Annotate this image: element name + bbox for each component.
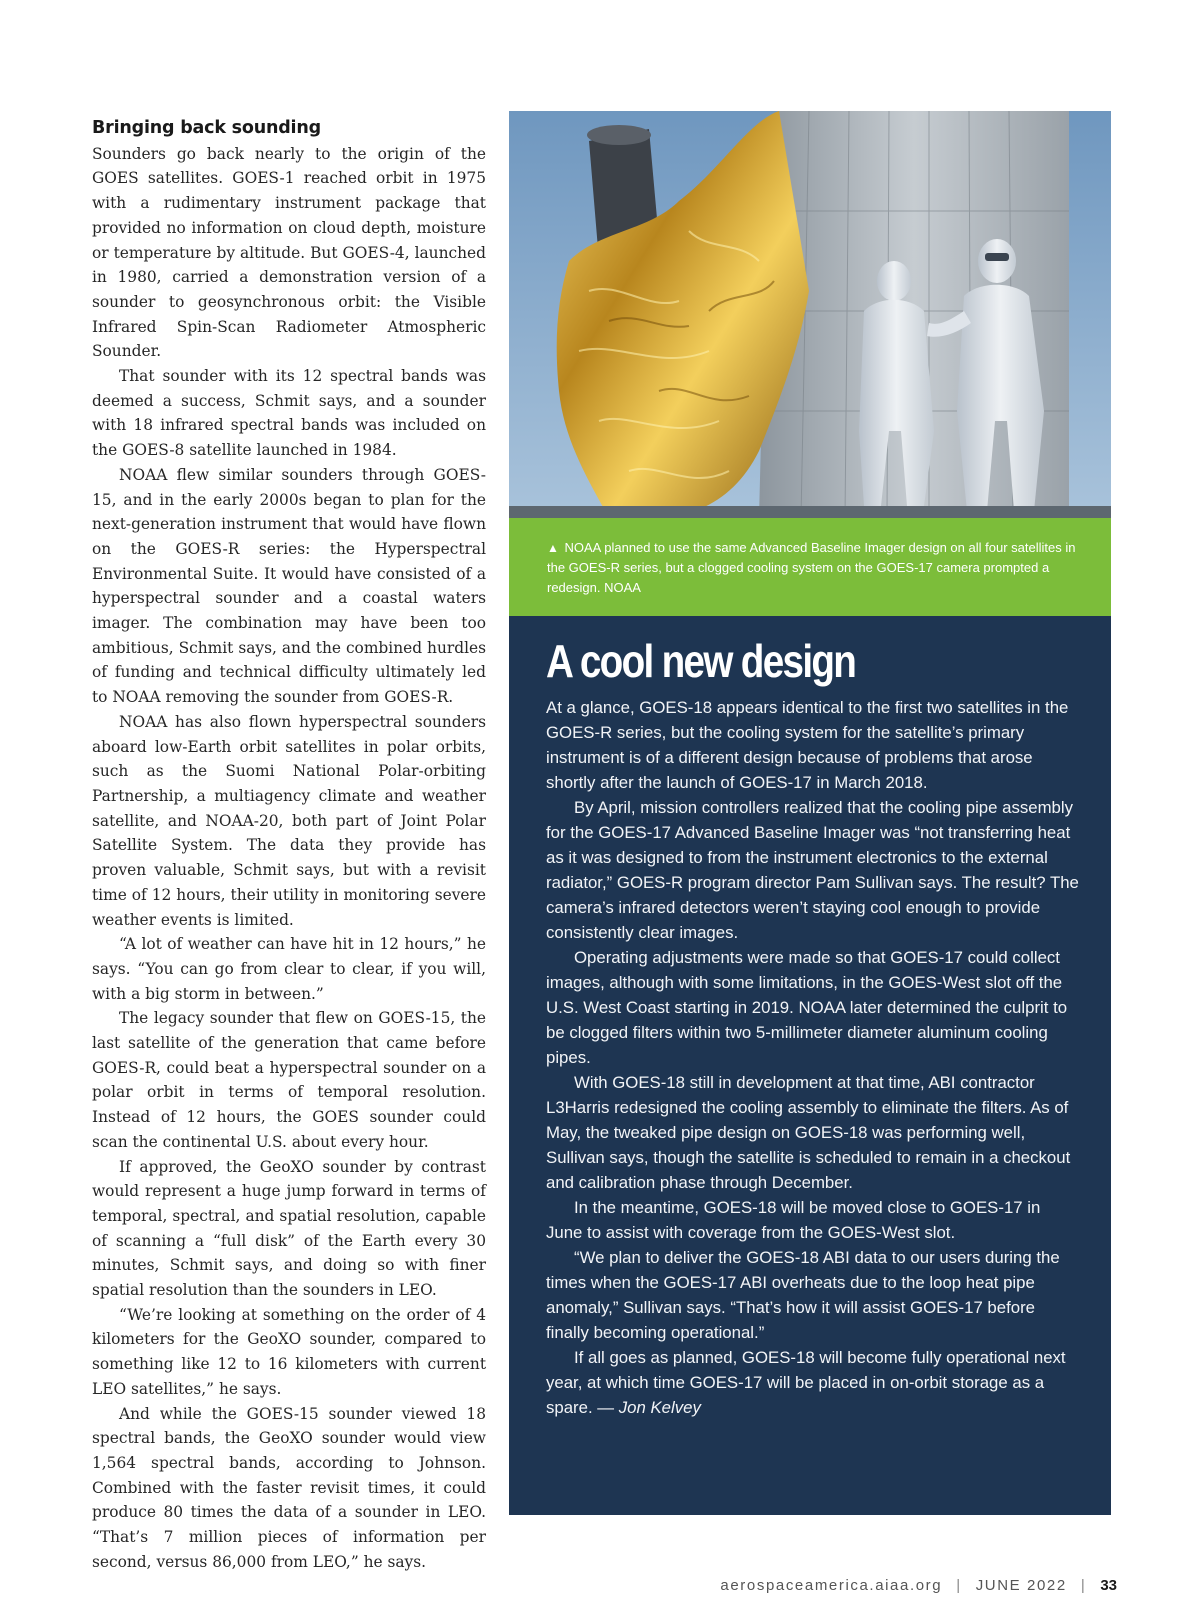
article-paragraph: NOAA flew similar sounders through GOES-15, and in the early 2000s began to plan for the next-generation instrument that would have flown on the GOES-R series: the Hyperspectral Environmental Suite. It would have consisted of a hyperspectral sounder and a coastal waters imager. The combination may have been too ambitious, Schmit says, and the combined hurdles of funding and technical difficulty ultimately led to NOAA removing the sounder from GOES-R.	[92, 465, 486, 707]
sidebar-paragraph-last	[546, 1345, 1081, 1420]
page-footer	[0, 1577, 1117, 1594]
footer-separator: |	[1080, 1577, 1087, 1594]
satellite-illustration	[509, 111, 1111, 518]
section-heading: Bringing back sounding	[92, 118, 321, 138]
footer-issue: JUNE 2022	[975, 1577, 1067, 1594]
article-paragraph: “We’re looking at something on the order of 4 kilometers for the GeoXO sounder, compared to something like 12 to 16 kilometers with current LEO satellites,” he says.	[92, 1305, 486, 1398]
article-column	[92, 116, 486, 1574]
article-paragraph: The legacy sounder that flew on GOES-15, the last satellite of the generation that came before GOES-R, could beat a hyperspectral sounder on a polar orbit in terms of temporal resolution. Instead of 12 hours, the GOES sounder could scan the continental U.S. about every hour.	[92, 1009, 486, 1151]
page-number: 33	[1100, 1577, 1117, 1594]
sidebar-paragraph: Operating adjustments were made so that GOES-17 could collect images, although with some limitations, in the GOES-West slot off the U.S. West Coast starting in 2019. NOAA later determined the culprit to be clogged filters within two 5-millimeter diameter aluminum cooling pipes.	[546, 948, 1068, 1067]
triangle-up-icon: ▲	[547, 541, 559, 555]
article-paragraph: Sounders go back nearly to the origin of the GOES satellites. GOES-1 reached orbit in 1975 with a rudimentary instrument package that provided no information on cloud depth, moisture or temperature by altitude. But GOES-4, launched in 1980, carried a demonstration version of a sounder to geosynchronous orbit: the Visible Infrared Spin-Scan Radiometer Atmospheric Sounder.	[92, 144, 486, 361]
sidebar-last-text: If all goes as planned, GOES-18 will become fully operational next year, at which time GOES-17 will be placed in on-orbit storage as a spare. —	[546, 1348, 1066, 1417]
article-paragraph: And while the GOES-15 sounder viewed 18 spectral bands, the GeoXO sounder would view 1,564 spectral bands, according to Johnson. Combined with the faster revisit times, it could produce 80 times the data of a sounder in LEO. “That’s 7 million pieces of information per second, versus 86,000 from LEO,” he says.	[92, 1404, 486, 1571]
sidebar-box	[509, 616, 1111, 1515]
sidebar-body	[546, 695, 1081, 1420]
article-paragraph: That sounder with its 12 spectral bands was deemed a success, Schmit says, and a sounder with 18 infrared spectral bands was included on the GOES-8 satellite launched in 1984.	[92, 367, 486, 460]
sidebar-paragraph: At a glance, GOES-18 appears identical to the first two satellites in the GOES-R series, but the cooling system for the satellite’s primary instrument is of a different design because of problems that arose shortly after the launch of GOES-17 in March 2018.	[546, 698, 1069, 792]
sidebar-paragraph: In the meantime, GOES-18 will be moved close to GOES-17 in June to assist with coverage from the GOES-West slot.	[546, 1198, 1041, 1242]
satellite-photo	[509, 111, 1111, 518]
photo-caption	[509, 518, 1111, 616]
sidebar-paragraph: By April, mission controllers realized that the cooling pipe assembly for the GOES-17 Advanced Baseline Imager was “not transferring heat as it was designed to from the instrument electronics to the external radiator,” GOES-R program director Pam Sullivan says. The result? The camera’s infrared detectors weren’t staying cool enough to provide consistently clear images.	[546, 798, 1079, 942]
article-paragraph: “A lot of weather can have hit in 12 hours,” he says. “You can go from clear to clear, if you will, with a big storm in between.”	[92, 935, 486, 1003]
article-paragraph: If approved, the GeoXO sounder by contrast would represent a huge jump forward in terms of temporal, spectral, and spatial resolution, capable of scanning a “full disk” of the Earth every 30 minutes, Schmit says, and doing so with finer spatial resolution than the sounders in LEO.	[92, 1157, 486, 1300]
sidebar-title: A cool new design	[546, 635, 856, 687]
footer-site: aerospaceamerica.aiaa.org	[720, 1577, 943, 1594]
article-paragraph: NOAA has also flown hyperspectral sounders aboard low-Earth orbit satellites in polar orbits, such as the Suomi National Polar-orbiting Partnership, a multiagency climate and weather satellite, and NOAA-20, both part of Joint Polar Satellite System. The data they provide has proven valuable, Schmit says, but with a revisit time of 12 hours, their utility in monitoring severe weather events is limited.	[92, 712, 486, 929]
sidebar-paragraph: “We plan to deliver the GOES-18 ABI data to our users during the times when the GOES-17 ABI overheats due to the loop heat pipe anomaly,” Sullivan says. “That’s how it will assist GOES-17 before finally becoming operational.”	[546, 1248, 1060, 1342]
caption-text: NOAA planned to use the same Advanced Baseline Imager design on all four satellites in the GOES-R series, but a clogged cooling system on the GOES-17 camera prompted a redesign. NOAA	[547, 540, 1076, 595]
author-byline: Jon Kelvey	[618, 1398, 701, 1417]
footer-separator: |	[956, 1577, 962, 1594]
sidebar-paragraph: With GOES-18 still in development at that time, ABI contractor L3Harris redesigned the cooling assembly to eliminate the filters. As of May, the tweaked pipe design on GOES-18 was performing well, Sullivan says, though the satellite is scheduled to remain in a checkout and calibration phase through December.	[546, 1073, 1071, 1192]
